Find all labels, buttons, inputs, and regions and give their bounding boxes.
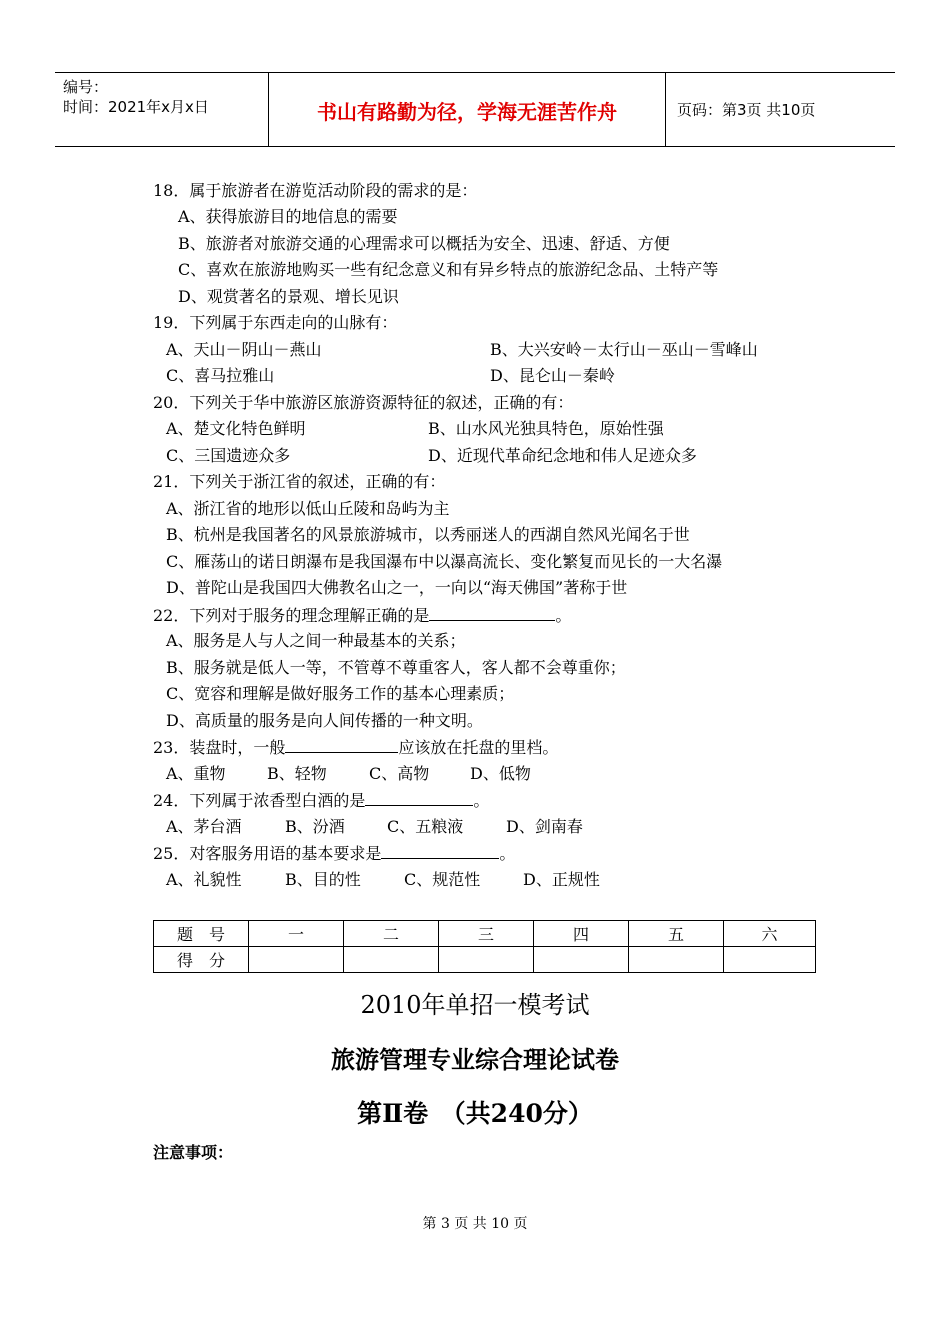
question-text: 23．装盘时，一般 bbox=[153, 738, 286, 757]
question-text: 22．下列对于服务的理念理解正确的是 bbox=[153, 606, 430, 625]
column-header: 二 bbox=[344, 921, 439, 947]
option: D、昆仑山－秦岭 bbox=[490, 366, 615, 385]
option: A、楚文化特色鲜明 bbox=[166, 419, 306, 438]
answer-blank bbox=[365, 789, 473, 806]
option: D、高质量的服务是向人间传播的一种文明。 bbox=[166, 711, 483, 730]
score-cell bbox=[344, 947, 439, 973]
question-18: 18．属于旅游者在游览活动阶段的需求的是： bbox=[153, 181, 478, 200]
option: B、大兴安岭－太行山－巫山－雪峰山 bbox=[490, 340, 758, 359]
score-cell bbox=[534, 947, 629, 973]
header-meta bbox=[63, 77, 268, 117]
score-cell bbox=[249, 947, 344, 973]
option: D、低物 bbox=[470, 764, 531, 783]
option: B、汾酒 bbox=[285, 817, 345, 836]
header-motto: 书山有路勤为径，学海无涯苦作舟 bbox=[317, 100, 617, 124]
option: D、正规性 bbox=[523, 870, 600, 889]
header-page-label: 页码：第3页 共10页 bbox=[677, 101, 816, 119]
document-header bbox=[55, 72, 895, 147]
question-text-end: 应该放在托盘的里档。 bbox=[398, 738, 559, 757]
option: C、高物 bbox=[369, 764, 430, 783]
option: C、喜欢在旅游地购买一些有纪念意义和有异乡特点的旅游纪念品、土特产等 bbox=[178, 260, 719, 279]
option: B、山水风光独具特色，原始性强 bbox=[428, 419, 664, 438]
option: B、杭州是我国著名的风景旅游城市，以秀丽迷人的西湖自然风光闻名于世 bbox=[166, 525, 690, 544]
volume-title: 第Ⅱ卷 （共240分） bbox=[357, 1099, 593, 1128]
option: A、浙江省的地形以低山丘陵和岛屿为主 bbox=[166, 499, 450, 518]
option: D、剑南春 bbox=[506, 817, 583, 836]
answer-blank bbox=[429, 604, 555, 621]
option: D、近现代革命纪念地和伟人足迹众多 bbox=[428, 446, 697, 465]
question-23 bbox=[153, 736, 558, 759]
question-text: 24．下列属于浓香型白酒的是 bbox=[153, 791, 366, 810]
question-24 bbox=[153, 789, 489, 812]
question-text-end: 。 bbox=[473, 791, 490, 810]
option: C、三国遗迹众多 bbox=[166, 446, 291, 465]
question-text: 25．对客服务用语的基本要求是 bbox=[153, 844, 382, 863]
notice-heading: 注意事项： bbox=[153, 1143, 234, 1162]
score-table-score-row bbox=[154, 947, 816, 973]
option: C、喜马拉雅山 bbox=[166, 366, 275, 385]
option: A、重物 bbox=[166, 764, 226, 783]
time-label: 时间：2021年x月x日 bbox=[63, 98, 209, 116]
option: D、普陀山是我国四大佛教名山之一，一向以“海天佛国”著称于世 bbox=[166, 578, 628, 597]
score-cell bbox=[629, 947, 724, 973]
column-header: 六 bbox=[724, 921, 816, 947]
option: C、宽容和理解是做好服务工作的基本心理素质； bbox=[166, 684, 515, 703]
code-label: 编号： bbox=[63, 78, 109, 96]
question-text-end: 。 bbox=[499, 844, 516, 863]
column-header: 五 bbox=[629, 921, 724, 947]
answer-blank bbox=[381, 842, 499, 859]
column-header: 三 bbox=[439, 921, 534, 947]
question-20: 20．下列关于华中旅游区旅游资源特征的叙述，正确的有： bbox=[153, 393, 574, 412]
option: A、茅台酒 bbox=[166, 817, 242, 836]
question-21: 21．下列关于浙江省的叙述，正确的有： bbox=[153, 472, 446, 491]
page-footer: 第 3 页 共 10 页 bbox=[422, 1216, 528, 1232]
answer-blank bbox=[285, 736, 398, 753]
option: D、观赏著名的景观、增长见识 bbox=[178, 287, 399, 306]
option: B、旅游者对旅游交通的心理需求可以概括为安全、迅速、舒适、方便 bbox=[178, 234, 670, 253]
row-label: 题 号 bbox=[154, 921, 249, 947]
option: A、礼貌性 bbox=[166, 870, 242, 889]
header-divider bbox=[665, 73, 666, 146]
option: C、规范性 bbox=[404, 870, 481, 889]
option: A、天山－阴山－燕山 bbox=[166, 340, 322, 359]
option: A、获得旅游目的地信息的需要 bbox=[178, 207, 398, 226]
option: B、轻物 bbox=[267, 764, 327, 783]
option: C、五粮液 bbox=[387, 817, 464, 836]
row-label: 得 分 bbox=[154, 947, 249, 973]
question-19: 19．下列属于东西走向的山脉有： bbox=[153, 313, 398, 332]
option: C、雁荡山的诺日朗瀑布是我国瀑布中以瀑高流长、变化繁复而见长的一大名瀑 bbox=[166, 552, 723, 571]
question-22 bbox=[153, 604, 571, 627]
score-cell bbox=[724, 947, 816, 973]
question-25 bbox=[153, 842, 515, 865]
question-text-end: 。 bbox=[555, 606, 572, 625]
column-header: 四 bbox=[534, 921, 629, 947]
score-table-header-row bbox=[154, 921, 816, 947]
paper-title: 旅游管理专业综合理论试卷 bbox=[331, 1045, 619, 1074]
exam-title: 2010年单招一模考试 bbox=[360, 991, 590, 1019]
column-header: 一 bbox=[249, 921, 344, 947]
option: B、服务就是低人一等，不管尊不尊重客人，客人都不会尊重你； bbox=[166, 658, 626, 677]
option: B、目的性 bbox=[285, 870, 361, 889]
option: A、服务是人与人之间一种最基本的关系； bbox=[166, 631, 466, 650]
score-table bbox=[153, 920, 816, 973]
score-cell bbox=[439, 947, 534, 973]
